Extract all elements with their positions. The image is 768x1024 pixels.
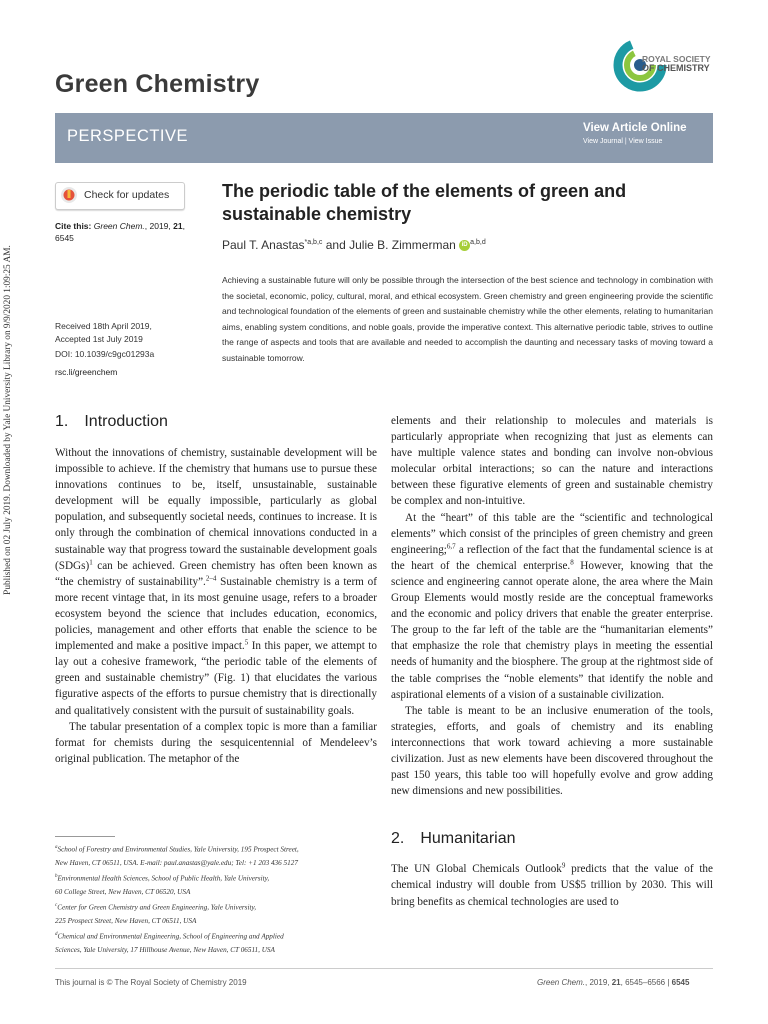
publisher-name-line2: OF CHEMISTRY: [642, 63, 710, 73]
author-list: Paul T. Anastas$^{*a,b,c}$ and Julie B. Zimmerman iD $^{a,b,d}$: [222, 238, 486, 252]
view-article-online-link[interactable]: View Article Online: [583, 122, 687, 134]
orcid-icon[interactable]: iD: [459, 240, 470, 251]
page-number: 6545: [671, 978, 690, 987]
body-column-right: [391, 413, 713, 910]
download-watermark: Published on 02 July 2019. Downloaded by Yale University Library on 9/9/2020 1:09:25 AM.: [3, 245, 13, 595]
footnote: $^d$Chemical and Environmental Engineering, School of Engineering and Applied Sciences, Yale University, 17 Hillhouse Avenue, New Haven, CT 06511, USA: [55, 931, 284, 954]
footnote: $^b$Environmental Health Sciences, School of Public Health, Yale University, 60 College Street, New Haven, CT 06520, USA: [55, 873, 270, 896]
footer-divider: [55, 968, 713, 969]
journal-title[interactable]: Green Chemistry: [55, 70, 260, 98]
journal-url-link[interactable]: rsc.li/greenchem: [55, 366, 118, 377]
paragraph: The UN Global Chemicals Outlook$^9$ predicts that the value of the chemical industry will double from US$5 trillion by 2030. This will bring benefits as chemical technologies are used to: [391, 861, 713, 908]
abstract: Achieving a sustainable future will only be possible through the intersection of the best science and technology in combination with the societal, economic, policy, cultural, moral, and ethical ecosystem. Green chemistry and green engineering provide the scientific and technological foundation of the elements of green and sustainable chemistry while the other elements, relating to humanitarian aims, enabling system conditions, and noble goals, provide the imperative context. This alternative periodic table, strives to outline the range of aspects and tools that are available and needed to accomplish the daunting and necessary tasks of moving toward a sustainable tomorrow.: [222, 275, 713, 363]
article-history: Received 18th April 2019, Accepted 1st July 2019 DOI: 10.1039/c9gc01293a rsc.li/greenchem: [55, 320, 215, 378]
doi-link[interactable]: DOI: 10.1039/c9gc01293a: [55, 349, 155, 359]
citation: Cite this: Green Chem., 2019, 21, 6545: [55, 221, 185, 243]
section-heading-introduction: 1. Introduction: [55, 413, 168, 430]
article-title: The periodic table of the elements of green and sustainable chemistry: [222, 181, 627, 224]
check-for-updates-label: Check for updates: [84, 189, 170, 201]
publisher-name-line1: ROYAL SOCIETY: [642, 54, 711, 64]
footer-copyright: This journal is © The Royal Society of Chemistry 2019: [55, 978, 247, 987]
footnote: $^a$School of Forestry and Environmental Studies, Yale University, 195 Prospect Street, New Haven, CT 06511, USA. E-mail: paul.anastas@yale.edu; Tel: +1 203 436 5127: [55, 845, 299, 867]
paragraph: The table is meant to be an inclusive enumeration of the tools, strategies, efforts, and goals of chemistry and its enabling interconnections that work toward achieving a more sustainable civilization. Just as new elements have been discovered throughout the past 150 years, this table too will hopefully evolve and grow adding new dimensions and new possibilities.: [391, 704, 713, 798]
reference-link[interactable]: 5: [244, 638, 249, 647]
reference-link[interactable]: 6,7: [446, 542, 456, 551]
affiliation-footnotes: [55, 841, 385, 957]
reference-link[interactable]: 8: [570, 558, 574, 567]
footnote: $^c$Center for Green Chemistry and Green Engineering, Yale University, 225 Prospect Street, New Haven, CT 06511, USA: [55, 902, 257, 925]
reference-link[interactable]: 2–4: [205, 574, 217, 583]
body-column-left: [55, 445, 377, 767]
check-updates-icon: [60, 186, 78, 204]
paragraph: The tabular presentation of a complex topic is more than a familiar format for chemists during the sesquicentennial of Mendeleev’s original publication. The metaphor of the: [55, 720, 377, 765]
author-link[interactable]: Paul T. Anastas: [222, 238, 305, 252]
reference-link[interactable]: 9: [561, 861, 566, 870]
footer-citation: Green Chem., 2019, 21, 6545–6566 | 6545: [537, 978, 690, 987]
article-type-label: PERSPECTIVE: [67, 127, 189, 145]
paragraph: Without the innovations of chemistry, sustainable development will be impossible to achieve. If the chemistry that humans use to pursue these innovations continues to be, itself, unsustainable, sustainable development will be equally impossible, particularly as global population, and subsequently societal needs, continues to increase. It is only through the combination of chemical innovations conducted in a sustainable way that progress toward the sustainable development goals (SDGs)$^1$ can be achieved. Green chemistry has often been known as “the chemistry of sustainability”.$^{2-4}$ Sustainable chemistry is a term of more recent vintage that, in its most genuine usage, refers to a broader ecosystem beyond the science that includes education, economics, policies, management and other efforts that enable the science to be implemented and make a positive impact.$^5$ In this paper, we attempt to lay out a cohesive framework, “the periodic table of the elements of green and sustainable chemistry” (Fig. 1) that elucidates the various figurative aspects of the efforts to pursue chemistry that is directionally and qualitatively consistent with the pursuit of sustainability goals.: [55, 447, 377, 717]
footnote-divider: [55, 836, 115, 837]
paragraph: elements and their relationship to molecules and materials is particularly appropriate when recognizing that just as elements can have multiple valence states and bonding can involve non-obvious molecular orbital interactions; so can the nature and interactions between these figurative elements of green and sustainable chemistry be complex and non-intuitive.: [391, 415, 713, 508]
author-link[interactable]: Julie B. Zimmerman: [349, 238, 456, 252]
section-heading-humanitarian: 2. Humanitarian: [391, 830, 516, 848]
view-journal-issue-links[interactable]: View Journal | View Issue: [583, 138, 663, 145]
reference-link[interactable]: 1: [89, 557, 93, 566]
paragraph: At the “heart” of this table are the “scientific and technological elements” which consist of the principles of green chemistry and green engineering;$^{6,7}$ a reflection of the fact that the fundamental science is at the heart of the chemical enterprise.$^8$ However, knowing that the science and engineering cannot operate alone, the area where the Main Group Elements would mostly reside are the conceptual frameworks and the economic and policy drivers that enable the greater enterprise. The group to the far left of the table are the “humanitarian elements” that emphasize the role that chemistry plays in meeting the essential needs of humanity and the biosphere. The group at the rightmost side of the table comprises the “noble elements” that identify the noble and aspirational elements of a vision of a sustainable civilization.: [391, 511, 714, 701]
